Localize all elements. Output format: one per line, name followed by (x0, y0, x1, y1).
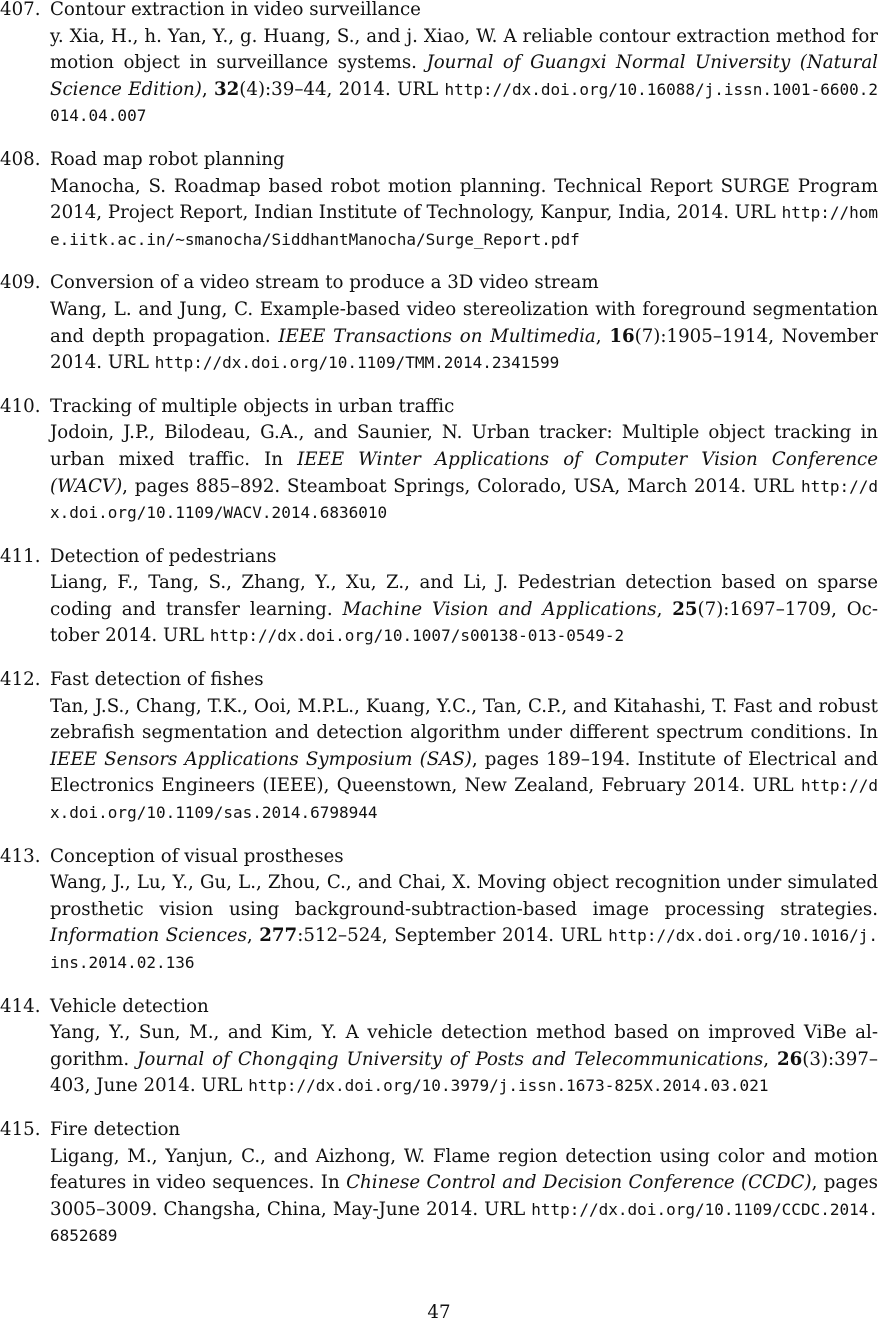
citation-text: y. Xia, H., h. Yan, Y., g. Huang, S., and j. Xiao, W. A reliable contour extraction method for motion object in surveillance systems. (50, 25, 878, 74)
reference-entry (0, 270, 878, 376)
citation-url[interactable]: http://dx.doi.org/10.1007/s00138-013-0549-2 (209, 626, 625, 646)
reference-citation (50, 1144, 878, 1250)
reference-number: 407. (0, 0, 41, 20)
reference-citation (50, 174, 878, 254)
citation-text: , (656, 598, 673, 620)
citation-url[interactable]: http://dx.doi.org/10.1109/CCDC.2014.6852689 (50, 1199, 878, 1246)
reference-entry (0, 844, 878, 977)
reference-number: 412. (0, 669, 41, 691)
reference-citation (50, 1020, 878, 1100)
citation-volume: 26 (776, 1048, 803, 1070)
reference-number: 409. (0, 272, 41, 294)
reference-title: Conception of visual prostheses (50, 845, 344, 867)
citation-text: Yang, Y., Sun, M., and Kim, Y. A vehicle detection method based on improved ViBe algorithm. (50, 1022, 878, 1070)
reference-entry (0, 1117, 878, 1250)
reference-entry (0, 0, 878, 130)
citation-volume: 277 (259, 925, 298, 947)
reference-number: 411. (0, 545, 41, 567)
reference-entry (0, 994, 878, 1100)
citation-text: Manocha, S. Roadmap based robot motion planning. Technical Report SURGE Program 2014, Project Report, Indian Institute of Technology, Kanpur, India, 2014. URL (50, 175, 878, 224)
citation-text: Wang, L. and Jung, C. Example-based video stereolization with foreground segmentation and depth propagation. (50, 298, 878, 347)
citation-text: (3):397–403, June 2014. URL (50, 1048, 878, 1097)
citation-url[interactable]: http://dx.doi.org/10.16088/j.issn.1001-6600.2014.04.007 (50, 79, 878, 126)
reference-title: Detection of pedestrians (50, 545, 277, 567)
citation-venue: Chinese Control and Decision Conference (CCDC) (346, 1172, 812, 1194)
reference-title: Conversion of a video stream to produce a 3D video stream (50, 272, 599, 294)
reference-title: Contour extraction in video surveillance (50, 0, 421, 20)
citation-venue: Information Sciences (50, 925, 247, 947)
citation-text: (7):1905–1914, November 2014. URL (50, 325, 878, 374)
citation-text: Tan, J.S., Chang, T.K., Ooi, M.P.L., Kuang, Y.C., Tan, C.P., and Kitahashi, T. Fast and robust zebrafish segmentation and detection algorithm under different spectrum conditions. In (50, 695, 878, 744)
reference-title: Tracking of multiple objects in urban traffic (50, 395, 455, 417)
reference-number: 413. (0, 845, 41, 867)
reference-entry (0, 394, 878, 527)
citation-text: , pages 885–892. Steamboat Springs, Colorado, USA, March 2014. URL (122, 475, 801, 497)
citation-venue: IEEE Transactions on Multimedia (278, 325, 596, 347)
reference-title: Fast detection of fishes (50, 669, 264, 691)
citation-text: Liang, F., Tang, S., Zhang, Y., Xu, Z., and Li, J. Pedestrian detection based on sparse coding and transfer learning. (50, 572, 878, 620)
reference-title: Fire detection (50, 1118, 181, 1140)
citation-text: , pages 3005–3009. Changsha, China, May-June 2014. URL (50, 1172, 878, 1220)
reference-citation (50, 24, 878, 130)
citation-text: , (595, 325, 610, 347)
citation-url[interactable]: http://dx.doi.org/10.1109/sas.2014.6798944 (50, 776, 878, 823)
reference-citation (50, 694, 878, 827)
citation-text: , pages 189–194. Institute of Electrical and Electronics Engineers (IEEE), Queenstown, New Zealand, February 2014. URL (50, 748, 878, 797)
citation-text: Wang, J., Lu, Y., Gu, L., Zhou, C., and Chai, X. Moving object recognition under simulated prosthetic vision using background-subtraction-based image processing strategies. (50, 872, 878, 920)
citation-url[interactable]: http://home.iitk.ac.in/~smanocha/SiddhantManocha/Surge_Report.pdf (50, 203, 878, 249)
reference-number: 414. (0, 995, 41, 1017)
reference-number: 415. (0, 1118, 41, 1140)
reference-citation (50, 870, 878, 976)
reference-number: 408. (0, 148, 41, 170)
citation-text: , (201, 78, 214, 100)
reference-title: Road map robot planning (50, 148, 285, 170)
citation-text: (4):39–44, 2014. URL (239, 78, 445, 100)
reference-citation (50, 297, 878, 377)
reference-citation (50, 420, 878, 526)
citation-volume: 32 (213, 78, 240, 100)
reference-number: 410. (0, 395, 41, 417)
citation-url[interactable]: http://dx.doi.org/10.1109/TMM.2014.2341599 (154, 353, 560, 373)
reference-citation (50, 570, 878, 650)
page-number: 47 (427, 1302, 451, 1323)
citation-venue: Journal of Chongqing University of Posts and Telecommunications (137, 1048, 764, 1070)
citation-venue: Journal of Guangxi Normal University (Natural Science Edition) (50, 52, 878, 100)
reference-entry (0, 544, 878, 650)
citation-volume: 25 (672, 598, 698, 620)
reference-title: Vehicle detection (50, 995, 209, 1017)
citation-venue: IEEE Winter Applications of Computer Vision Conference (WACV) (50, 448, 878, 497)
reference-entry (0, 147, 878, 253)
citation-url[interactable]: http://dx.doi.org/10.1109/WACV.2014.6836010 (50, 476, 878, 523)
citation-url[interactable]: http://dx.doi.org/10.1016/j.ins.2014.02.136 (50, 926, 878, 972)
citation-text: , (246, 925, 260, 947)
reference-entry (0, 667, 878, 827)
citation-volume: 16 (609, 325, 635, 347)
citation-text: , (763, 1048, 777, 1070)
citation-venue: Machine Vision and Applications (342, 598, 657, 620)
citation-venue: IEEE Sensors Applications Symposium (SAS) (50, 748, 472, 770)
citation-text: :512–524, September 2014. URL (297, 925, 609, 947)
citation-text: Jodoin, J.P., Bilodeau, G.A., and Saunier, N. Urban tracker: Multiple object tracking in urban mixed traffic. In (50, 422, 878, 470)
citation-url[interactable]: http://dx.doi.org/10.3979/j.issn.1673-825X.2014.03.021 (248, 1076, 769, 1096)
citation-text: Ligang, M., Yanjun, C., and Aizhong, W. Flame region detection using color and motion features in video sequences. In (50, 1145, 878, 1194)
citation-text: (7):1697–1709, October 2014. URL (50, 598, 878, 647)
